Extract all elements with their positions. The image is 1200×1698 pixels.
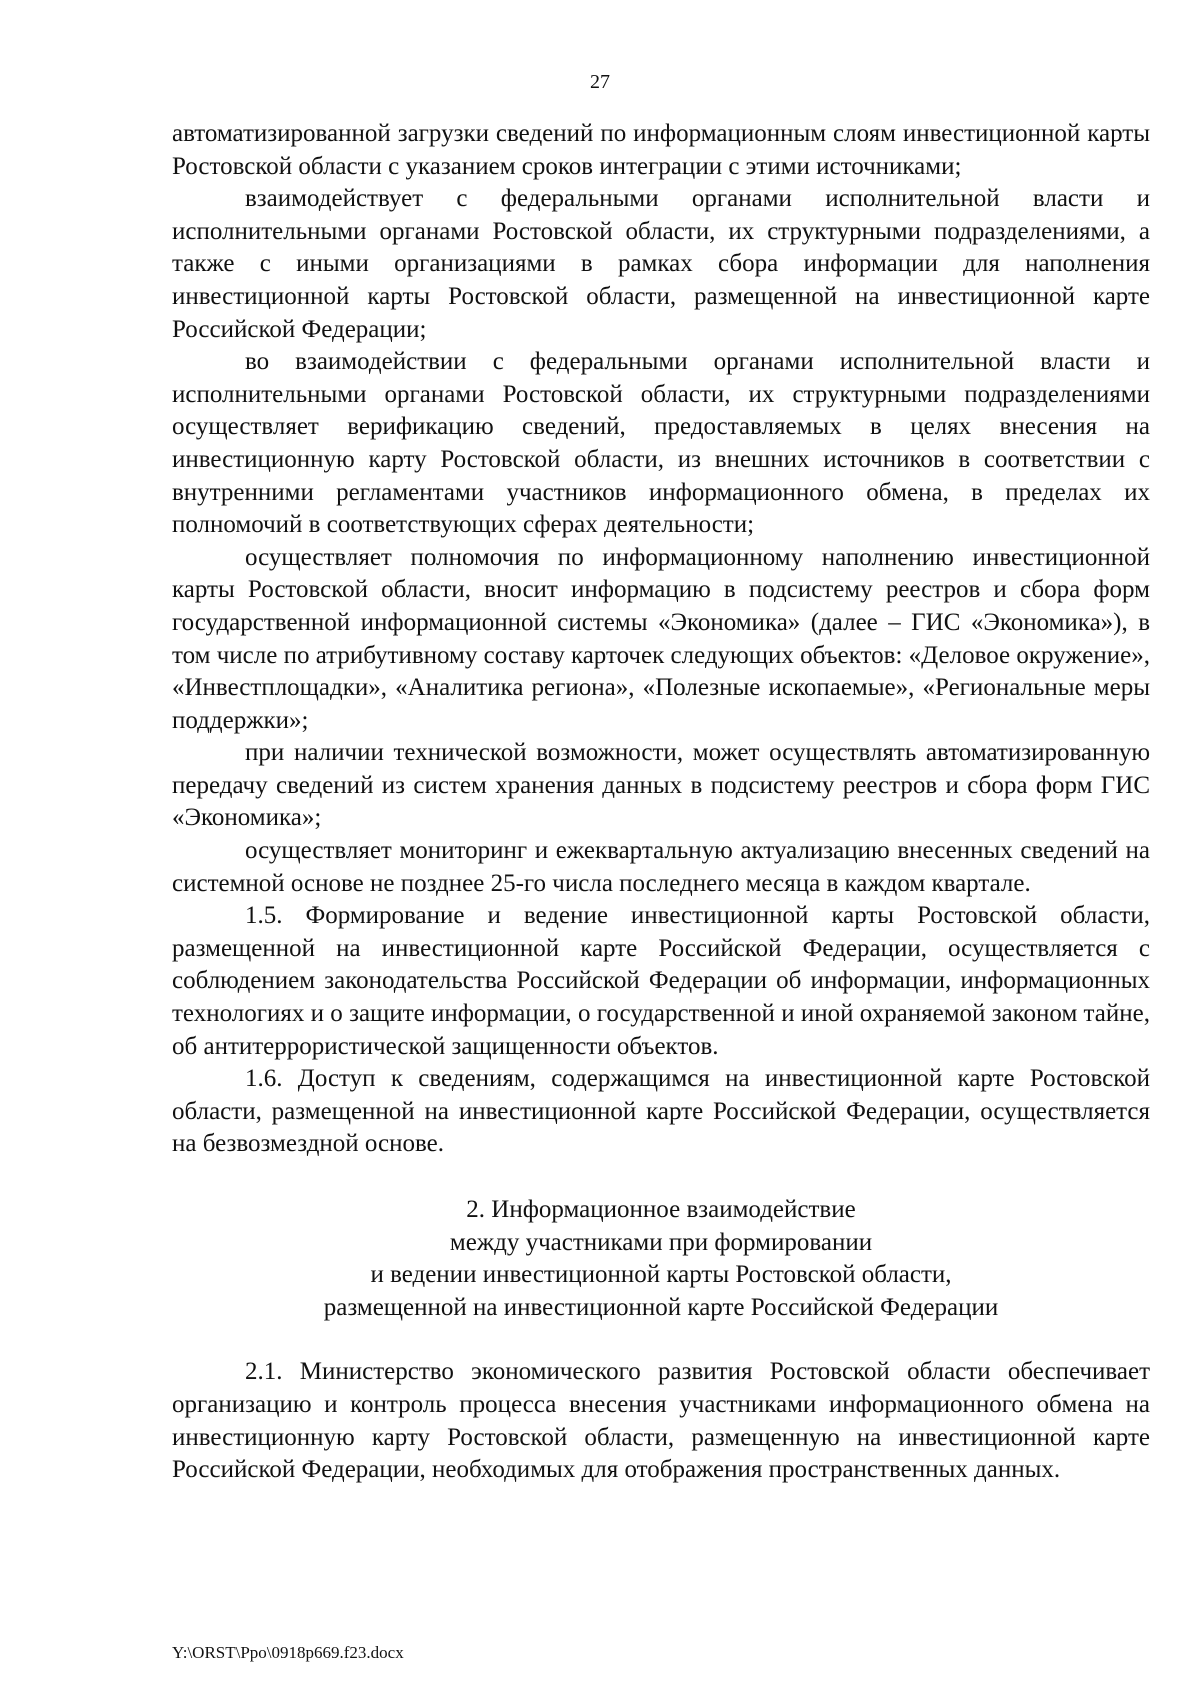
- page-number: 27: [590, 71, 610, 93]
- paragraph-2-1: 2.1. Министерство экономического развития Ростовской области обеспечивает организацию и контроль процесса внесения участниками информационного обмена на инвестиционную карту Ростовской области, размещенную на инвестиционной карте Российской Федерации, необходимых для отображения пространственных данных.: [172, 1358, 1150, 1484]
- paragraph: осуществляет мониторинг и ежеквартальную актуализацию внесенных сведений на системной основе не позднее 25-го числа последнего месяца в каждом квартале.: [172, 837, 1150, 897]
- section-heading-line: 2. Информационное взаимодействие: [466, 1196, 856, 1223]
- paragraph-1-5: 1.5. Формирование и ведение инвестиционной карты Ростовской области, размещенной на инвестиционной карте Российской Федерации, осуществляется с соблюдением законодательства Российской Федерации об информации, информационных технологиях и о защите информации, о государственной и иной охраняемой законом тайне, об антитеррористической защищенности объектов.: [172, 902, 1150, 1060]
- document-body: [172, 118, 1150, 1487]
- paragraph: осуществляет полномочия по информационному наполнению инвестиционной карты Ростовской области, вносит информацию в подсистему реестров и сбора форм государственной информационной системы «Экономика» (далее – ГИС «Экономика»), в том числе по атрибутивному составу карточек следующих объектов: «Деловое окружение», «Инвестплощадки», «Аналитика региона», «Полезные ископаемые», «Региональные меры поддержки»;: [172, 543, 1150, 734]
- paragraph: взаимодействует с федеральными органами исполнительной власти и исполнительными органами Ростовской области, их структурными подразделениями, а также с иными организациями в рамках сбора информации для наполнения инвестиционной карты Ростовской области, размещенной на инвестиционной карте Российской Федерации;: [172, 185, 1150, 343]
- footer-file-path: Y:\ORST\Ppo\0918p669.f23.docx: [172, 1643, 404, 1662]
- section-heading-line: размещенной на инвестиционной карте Российской Федерации: [323, 1293, 999, 1321]
- paragraph: во взаимодействии с федеральными органами исполнительной власти и исполнительными органами Ростовской области, их структурными подразделениями осуществляет верификацию сведений, предоставляемых в целях внесения на инвестиционную карту Ростовской области, из внешних источников в соответствии с внутренними регламентами участников информационного обмена, в пределах их полномочий в соответствующих сферах деятельности;: [172, 348, 1150, 539]
- paragraph-1-6: 1.6. Доступ к сведениям, содержащимся на инвестиционной карте Ростовской области, размещенной на инвестиционной карте Российской Федерации, осуществляется на безвозмездной основе.: [172, 1065, 1150, 1158]
- section-heading: [172, 1194, 1150, 1324]
- paragraph: автоматизированной загрузки сведений по информационным слоям инвестиционной карты Ростовской области с указанием сроков интеграции с этими источниками;: [172, 120, 1150, 180]
- paragraph: при наличии технической возможности, может осуществлять автоматизированную передачу сведений из систем хранения данных в подсистему реестров и сбора форм ГИС «Экономика»;: [172, 739, 1150, 832]
- section-heading-line: и ведении инвестиционной карты Ростовской области,: [370, 1261, 952, 1289]
- section-heading-line: между участниками при формировании: [449, 1228, 873, 1256]
